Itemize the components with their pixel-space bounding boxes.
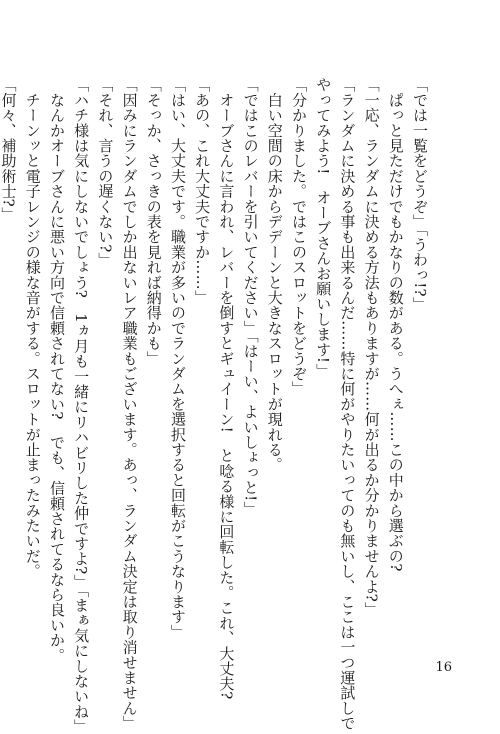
text-line: チーンッと電子レンジの様な音がする。スロットが止まったみたいだ。 — [23, 77, 42, 579]
text-line: やってみよう! オーブさんお願いします!」 — [314, 77, 333, 379]
text-line: 「ではこのレバーを引いてください」「はーい、よいしょっと!」 — [241, 77, 260, 517]
text-line: 「では一覧をどうぞ」「うわっ!?」 — [411, 77, 429, 312]
body-text — [0, 77, 432, 734]
text-line: ぱっと見ただけでもかなりの数がある。うへぇ……この中から選ぶの? — [386, 77, 405, 572]
text-line: オーブさんに言われ、レバーを倒すとギュイーン! と唸る様に回転した。これ、大丈夫? — [217, 77, 236, 700]
text-line: 「はい、大丈夫です。職業が多いのでランダムを選択すると回転がこうなります」 — [168, 77, 187, 640]
text-line: 「因みにランダムでしか出ないレア職業もございます。あっ、ランダム決定は取り消せません」 — [120, 77, 139, 731]
page-number: 16 — [435, 660, 452, 675]
text-line: 「一応、ランダムに決める方法もありますが……何が出るか分かりませんよ?」 — [362, 77, 381, 618]
text-line: 「ハチ様は気にしないでしょう? 1ヵ月も一緒にリハビリした仲ですよ?」「まぁ気にしないね」 — [72, 77, 91, 734]
text-line: 「あの、これ大丈夫ですか……」 — [193, 77, 212, 305]
text-line: 「そっか、さっきの表を見れば納得かも」 — [144, 77, 163, 366]
text-line: 白い空間の床からデデーンと大きなスロットが現れる。 — [265, 77, 284, 473]
text-line: 「それ、言うの遅くない?」 — [96, 77, 115, 268]
text-line: 「分かりました。ではこのスロットをどうぞ」 — [289, 77, 308, 397]
text-line: なんかオーブさんに悪い方向で信頼されてない? でも、信頼されてるなら良いか。 — [47, 77, 66, 663]
text-line: 「何々、補助術士?」 — [0, 77, 18, 223]
text-line: 「ランダムに決める事も出来るんだ……特に何がやりたいってのも無いし、ここは一つ運試しで — [338, 77, 357, 731]
